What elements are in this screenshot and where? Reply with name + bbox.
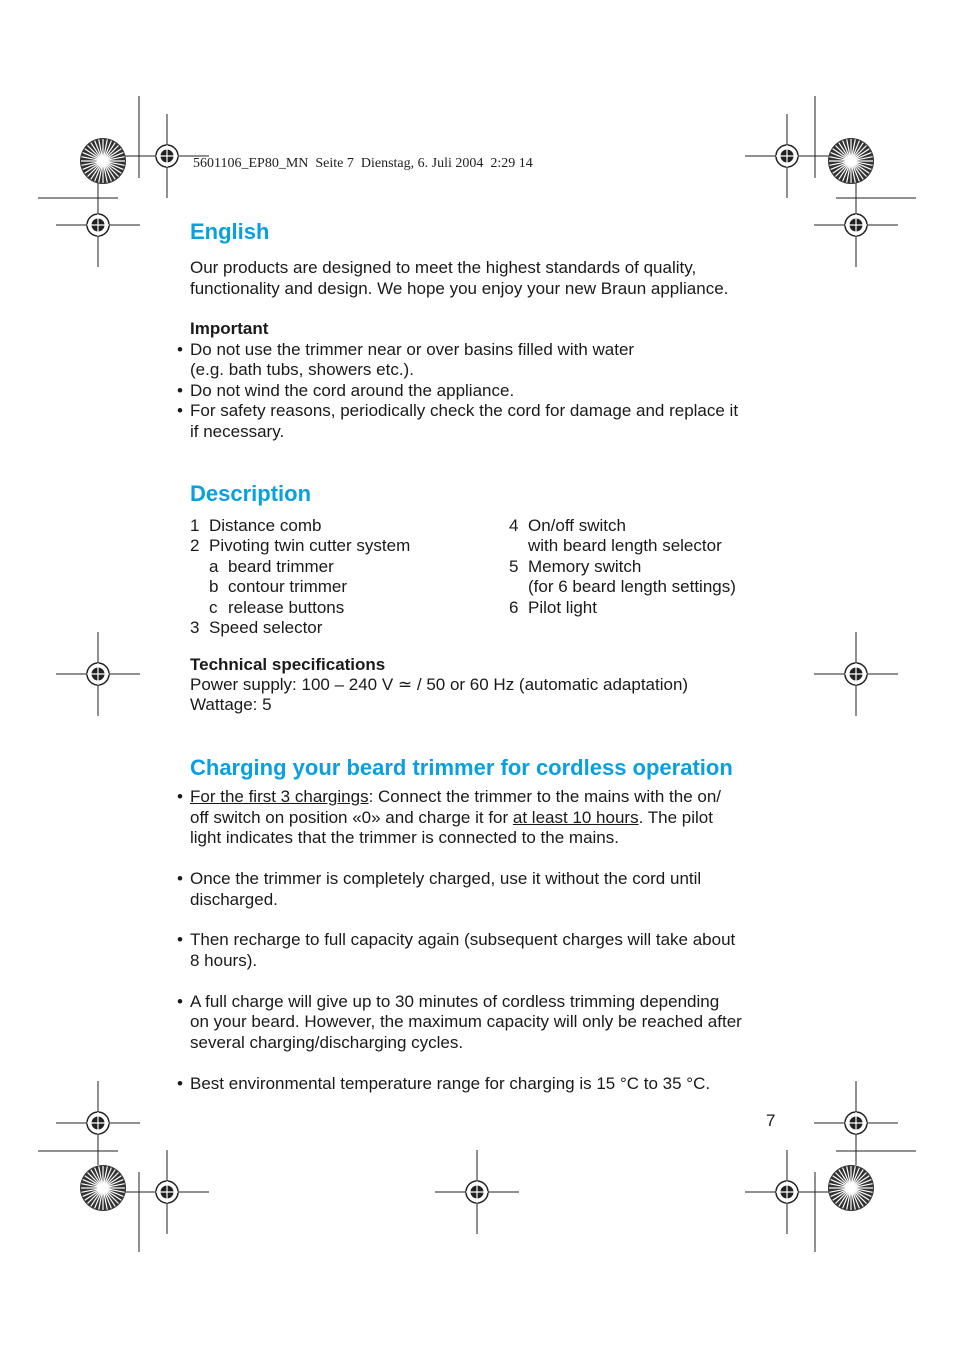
item-text: Speed selector <box>209 618 323 637</box>
description-item <box>509 536 722 557</box>
description-item <box>509 577 736 598</box>
description-item <box>509 516 626 537</box>
item-text: Memory switch <box>528 557 642 576</box>
bullet-dot: • <box>177 1074 183 1093</box>
bullet-dot: • <box>177 381 183 400</box>
item-text: Pilot light <box>528 598 597 617</box>
list-item <box>177 381 515 402</box>
item-text: For safety reasons, periodically check the cord for damage and replace it <box>190 401 739 420</box>
description-item <box>190 516 321 537</box>
bullet-dot: • <box>177 869 183 888</box>
emphasis-underline: at least 10 hours <box>512 808 639 827</box>
item-number: 6 <box>509 598 519 617</box>
bullet-dot: • <box>177 787 183 806</box>
bullet-dot: • <box>177 992 183 1011</box>
item-text-line <box>190 808 713 829</box>
wattage: Wattage: 5 <box>190 695 272 714</box>
description-item <box>190 536 410 557</box>
item-text: Once the trimmer is completely charged, use it without the cord until <box>190 869 702 888</box>
list-item <box>177 869 702 890</box>
intro-line: functionality and design. We hope you enjoy your new Braun appliance. <box>190 279 729 298</box>
item-text: (e.g. bath tubs, showers etc.). <box>190 360 414 379</box>
heading-description: Description <box>190 481 312 506</box>
item-text: Best environmental temperature range for charging is 15 °C to 35 °C. <box>190 1074 711 1093</box>
emphasis-underline: For the first 3 chargings <box>190 787 369 806</box>
list-item <box>177 401 739 422</box>
description-subitem <box>209 598 344 619</box>
item-number: 5 <box>509 557 519 576</box>
print-slug: 5601106_EP80_MN Seite 7 Dienstag, 6. Juli 2004 2:29 14 <box>193 156 533 171</box>
description-item <box>509 598 597 619</box>
list-item <box>177 1074 711 1095</box>
item-text: if necessary. <box>190 422 285 441</box>
item-text: Distance comb <box>209 516 322 535</box>
list-item <box>177 340 635 361</box>
item-number: 1 <box>190 516 200 535</box>
power-supply: Power supply: 100 – 240 V ≃ / 50 or 60 Hz (automatic adaptation) <box>190 675 689 694</box>
item-letter: b <box>209 577 219 596</box>
item-text: light indicates that the trimmer is connected to the mains. <box>190 828 619 847</box>
page-number: 7 <box>766 1111 776 1130</box>
item-text: contour trimmer <box>228 577 348 596</box>
list-item <box>177 787 722 808</box>
item-text: Pivoting twin cutter system <box>209 536 411 555</box>
item-text: off switch on position «0» and charge it for <box>190 808 513 827</box>
description-subitem <box>209 577 347 598</box>
item-text: : Connect the trimmer to the mains with the on/ <box>368 787 722 806</box>
item-letter: a <box>209 557 219 576</box>
item-text: beard trimmer <box>228 557 334 576</box>
item-letter: c <box>209 598 218 617</box>
item-text: Do not wind the cord around the appliance. <box>190 381 515 400</box>
item-number: 4 <box>509 516 519 535</box>
item-text: (for 6 beard length settings) <box>528 577 736 596</box>
intro-line: Our products are designed to meet the highest standards of quality, <box>190 258 697 277</box>
bullet-dot: • <box>177 401 183 420</box>
heading-charging: Charging your beard trimmer for cordless operation <box>190 755 733 780</box>
item-text: several charging/discharging cycles. <box>190 1033 464 1052</box>
item-text: discharged. <box>190 890 278 909</box>
description-item <box>190 618 322 639</box>
item-text: Then recharge to full capacity again (subsequent charges will take about <box>190 930 736 949</box>
description-subitem <box>209 557 334 578</box>
item-text: . The pilot <box>638 808 713 827</box>
tech-specs-label: Technical specifications <box>190 655 386 674</box>
bullet-dot: • <box>177 930 183 949</box>
bullet-dot: • <box>177 340 183 359</box>
description-item <box>509 557 641 578</box>
item-text: Do not use the trimmer near or over basins filled with water <box>190 340 635 359</box>
item-text: release buttons <box>228 598 345 617</box>
item-text: A full charge will give up to 30 minutes of cordless trimming depending <box>190 992 720 1011</box>
item-number: 3 <box>190 618 200 637</box>
important-label: Important <box>190 319 269 338</box>
list-item <box>177 930 736 951</box>
item-number: 2 <box>190 536 200 555</box>
item-text: on your beard. However, the maximum capacity will only be reached after <box>190 1012 742 1031</box>
heading-english: English <box>190 219 270 244</box>
item-text: 8 hours). <box>190 951 258 970</box>
list-item <box>177 992 720 1013</box>
item-text: with beard length selector <box>528 536 722 555</box>
item-text: On/off switch <box>528 516 626 535</box>
